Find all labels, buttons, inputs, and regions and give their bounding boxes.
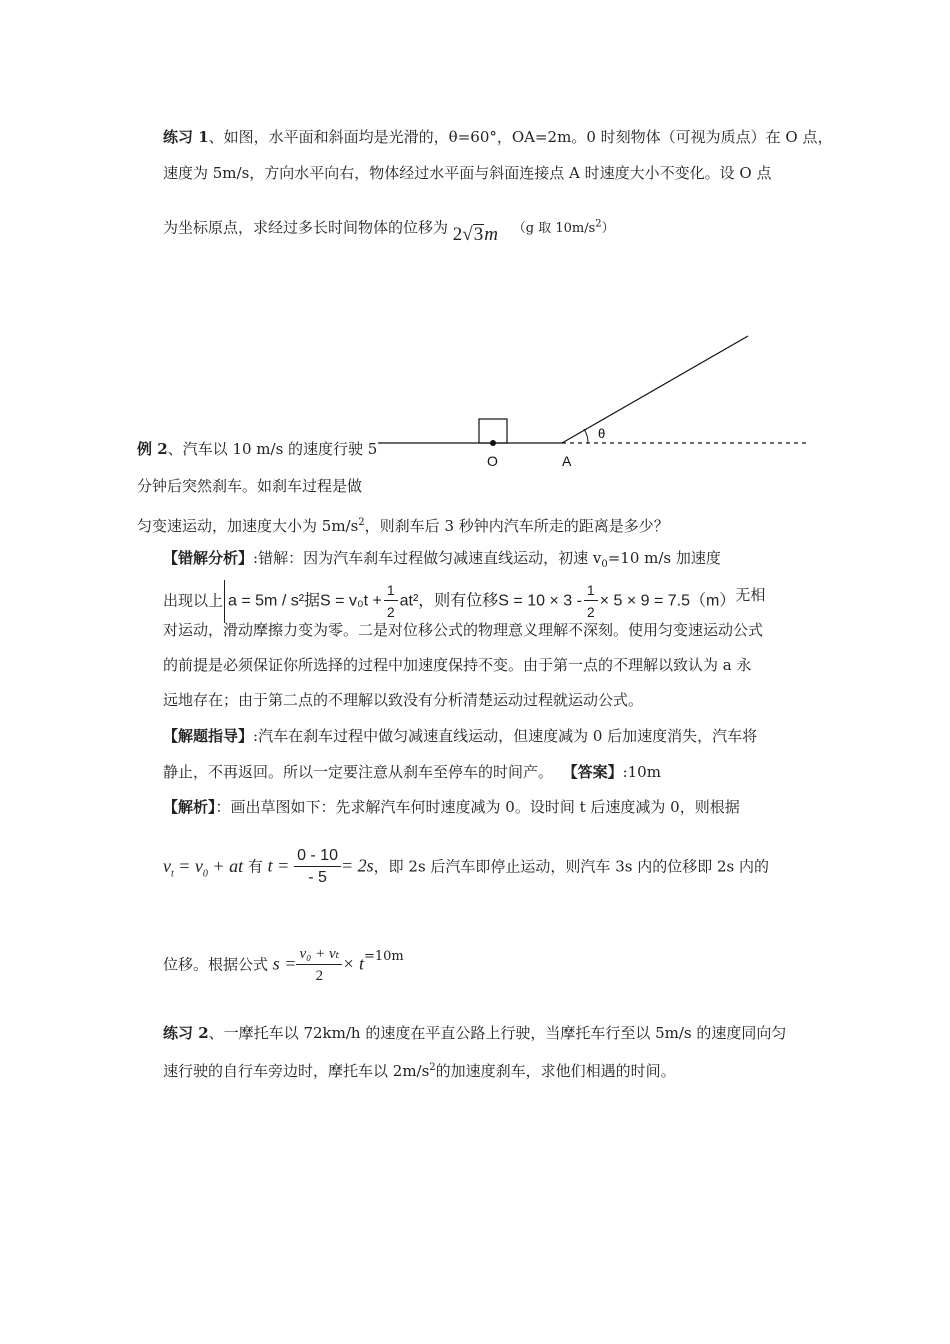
label-a: A [562, 453, 572, 469]
solution-line-2: $v_t = v_0$ + at 有 t = $\frac{0 - 10}{- 5}$ = 2s，即 2s 后汽车即停止运动，则汽车 3s 内的位移即 2s 内的 [163, 846, 769, 894]
point-o-dot [490, 440, 496, 446]
solution-line-3: 位移。根据公式 s = $\frac{\text{v₀ + vₜ}}{2}$ × t=10m [163, 944, 404, 992]
analysis-label: 【错解分析】 [163, 549, 254, 567]
analysis-line-5: 远地存在；由于第二点的不理解以致没有分析清楚运动过程就运动公式。 [163, 691, 644, 709]
exercise-1-line-3: 为坐标原点，求经过多长时间物体的位移为 2√3m （g 取 $10m/s^2$） [163, 218, 615, 246]
exercise-2-line-2: 速行驶的自行车旁边时，摩托车以 $2m/s^2$的加速度刹车，求他们相遇的时间。 [163, 1062, 676, 1080]
displacement-formula: 2√3m [452, 224, 498, 246]
example-2-title: 例 2 [137, 440, 168, 458]
analysis-line-4: 的前提是必须保证你所选择的过程中加速度保持不变。由于第一点的不理解以致认为 a 永 [163, 656, 752, 674]
wrong-solution-formula: a = 5m / s²据S = v₀t + $\frac{1}{2}$ at²，则有位移S = 10 × 3 - $\frac{1}{2}$ × 5 × 9 = 7.5（m） [224, 580, 735, 623]
analysis-line-2: 出现以上 a = 5m / s²据S = v₀t + $\frac{1}{2}$ at²，则有位移S = 10 × 3 - $\frac{1}{2}$ × 5 × 9 = 7.5（m）无相 [163, 580, 765, 620]
label-theta: θ [598, 426, 606, 441]
exercise-1-line-1: 练习 1、如图，水平面和斜面均是光滑的，θ=60°，OA=2m。0 时刻物体（可视为质点）在 O 点， [163, 128, 833, 146]
answer-value: :10m [622, 763, 661, 781]
exercise-1-title: 练习 1 [163, 128, 209, 146]
incline-surface [562, 336, 748, 443]
guide-line-1: 【解题指导】:汽车在刹车过程中做匀减速直线运动，但速度减为 0 后加速度消失，汽车将 [163, 727, 758, 745]
angle-arc [584, 429, 588, 443]
time-fraction: $\frac{0 - 10}{- 5}$ [294, 846, 341, 889]
analysis-line-1: 【错解分析】:错解：因为汽车刹车过程做匀减速直线运动，初速 $v_0=10$ m/s 加速度 [163, 549, 721, 570]
exercise-2-title: 练习 2 [163, 1024, 209, 1042]
exercise-1-line-2: 速度为 5m/s，方向水平向右，物体经过水平面与斜面连接点 A 时速度大小不变化。设 O 点 [163, 164, 772, 182]
average-velocity-fraction: $\frac{\text{v₀ + vₜ}}{2}$ [296, 944, 342, 987]
example-2-line-3: 匀变速运动，加速度大小为 $5m/s^2$，则刹车后 3 秒钟内汽车所走的距离是多少？ [137, 517, 669, 535]
guide-label: 【解题指导】 [163, 727, 254, 745]
analysis-line-3: 对运动，滑动摩擦力变为零。二是对位移公式的物理意义理解不深刻。使用匀变速运动公式 [163, 621, 764, 639]
answer-label: 【答案】 [562, 763, 623, 781]
incline-diagram [370, 330, 820, 480]
exercise-2-line-1: 练习 2、一摩托车以 72km/h 的速度在平直公路上行驶，当摩托车行至以 5m/s 的速度同向匀 [163, 1024, 787, 1042]
label-o: O [487, 453, 498, 469]
solution-line-1: 【解析】：画出草图如下：先求解汽车何时速度减为 0。设时间 t 后速度减为 0，则根据 [163, 798, 740, 816]
block [479, 419, 507, 443]
example-2-line-2: 分钟后突然刹车。如刹车过程是做 [137, 477, 363, 495]
solution-label: 【解析】 [163, 798, 216, 816]
kinematics-equation: $v_t = v_0$ + at [163, 855, 244, 880]
guide-line-2: 静止，不再返回。所以一定要注意从刹车至停车的时间产。 【答案】:10m [163, 763, 661, 781]
example-2-line-1: 例 2、汽车以 10 m/s 的速度行驶 5 [137, 440, 378, 458]
